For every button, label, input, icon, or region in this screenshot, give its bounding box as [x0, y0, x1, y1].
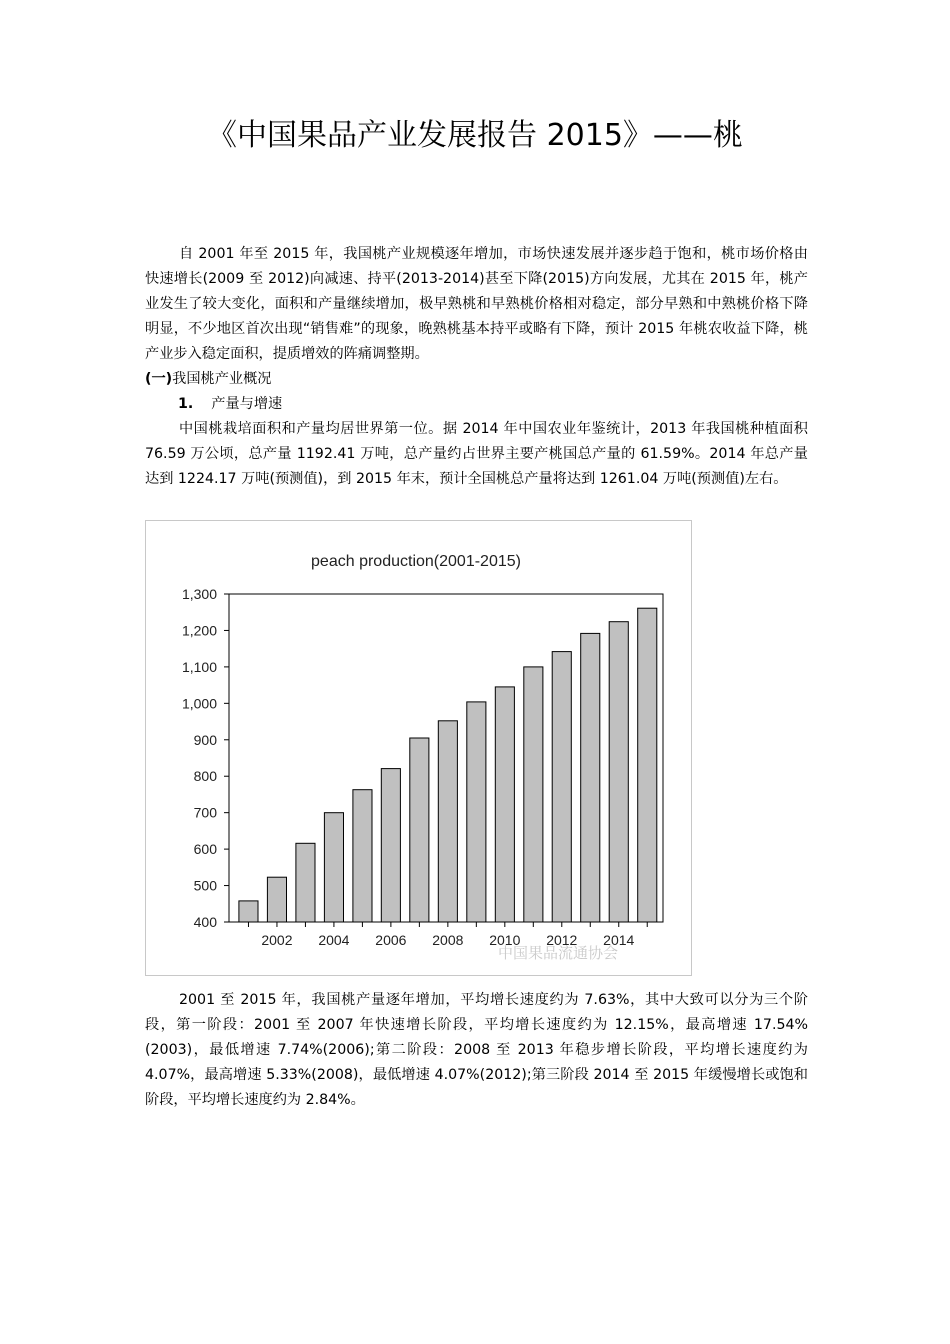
x-tick-label-2008: 2008	[432, 932, 464, 948]
bar-2006	[381, 769, 400, 922]
intro-paragraph: 自 2001 年至 2015 年，我国桃产业规模逐年增加，市场快速发展并逐步趋于饱和，桃市场价格由快速增长(2009 至 2012)向减速、持平(2013-2014)甚至下降(2015)方向发展，尤其在 2015 年，桃产业发生了较大变化，面积和产量继续增加，极早熟桃和早熟桃价格相对稳定，部分早熟和中熟桃价格下降明显，不少地区首次出现“销售难”的现象，晚熟桃基本持平或略有下降，预计 2015 年桃农收益下降，桃产业步入稳定面积，提质增效的阵痛调整期。	[145, 246, 808, 362]
x-tick-label-2006: 2006	[375, 932, 407, 948]
section-prefix: (一)	[145, 371, 173, 387]
y-tick-label-700: 700	[193, 804, 217, 821]
y-tick-label-900: 900	[193, 731, 217, 748]
y-tick-label-1000: 1,000	[181, 695, 217, 712]
chart-frame	[145, 520, 692, 976]
bar-2001	[239, 901, 258, 922]
bar-2007	[410, 738, 429, 922]
bar-2002	[267, 877, 286, 922]
section-title: 我国桃产业概况	[172, 371, 272, 387]
y-tick-label-400: 400	[193, 914, 217, 930]
x-tick-label-2014: 2014	[603, 932, 635, 948]
bar-2004	[324, 813, 343, 922]
section-heading	[145, 367, 271, 392]
x-tick-label-2010: 2010	[489, 932, 521, 948]
bar-2014	[609, 622, 628, 922]
x-tick-label-2012: 2012	[546, 932, 578, 948]
subsection-number: 1.	[178, 396, 194, 412]
bar-2015	[638, 608, 657, 922]
watermark-text: 中国果品流通协会	[498, 944, 619, 962]
growth-paragraph: 2001 至 2015 年，我国桃产量逐年增加，平均增长速度约为 7.63%，其中大致可以分为三个阶段，第一阶段：2001 至 2007 年快速增长阶段，平均增长速度约为 12.15%，最高增速 17.54%(2003)，最低增速 7.74%(2006);第二阶段：2008 至 2013 年稳步增长阶段，平均增长速度约为 4.07%，最高增速 5.33%(2008)，最低增速 4.07%(2012);第三阶段 2014 至 2015 年缓慢增长或饱和阶段，平均增长速度约为 2.84%。	[145, 992, 808, 1108]
peach-production-chart	[146, 521, 693, 977]
bar-2010	[495, 687, 514, 922]
bar-2003	[296, 843, 315, 922]
subsection-heading	[178, 392, 282, 417]
bar-2008	[438, 721, 457, 922]
bar-2013	[581, 633, 600, 922]
bar-2011	[524, 667, 543, 922]
y-tick-label-1300: 1,300	[181, 586, 217, 602]
bar-2009	[467, 702, 486, 922]
y-tick-label-600: 600	[193, 841, 217, 858]
y-tick-label-500: 500	[193, 877, 217, 894]
chart-title: peach production(2001-2015)	[311, 553, 521, 570]
bar-2005	[353, 790, 372, 922]
x-tick-label-2004: 2004	[318, 932, 350, 948]
production-paragraph: 中国桃栽培面积和产量均居世界第一位。据 2014 年中国农业年鉴统计，2013 年我国桃种植面积 76.59 万公顷，总产量 1192.41 万吨，总产量约占世界主要产桃国总产量的 61.59%。2014 年总产量达到 1224.17 万吨(预测值)，到 2015 年末，预计全国桃总产量将达到 1261.04 万吨(预测值)左右。	[145, 421, 808, 487]
bar-2012	[552, 652, 571, 922]
y-tick-label-1200: 1,200	[181, 622, 217, 639]
y-tick-label-800: 800	[193, 768, 217, 785]
subsection-title: 产量与增速	[211, 396, 283, 412]
y-tick-label-1100: 1,100	[181, 658, 217, 675]
document-title: 《中国果品产业发展报告 2015》——桃	[207, 118, 743, 153]
x-tick-label-2002: 2002	[261, 932, 293, 948]
